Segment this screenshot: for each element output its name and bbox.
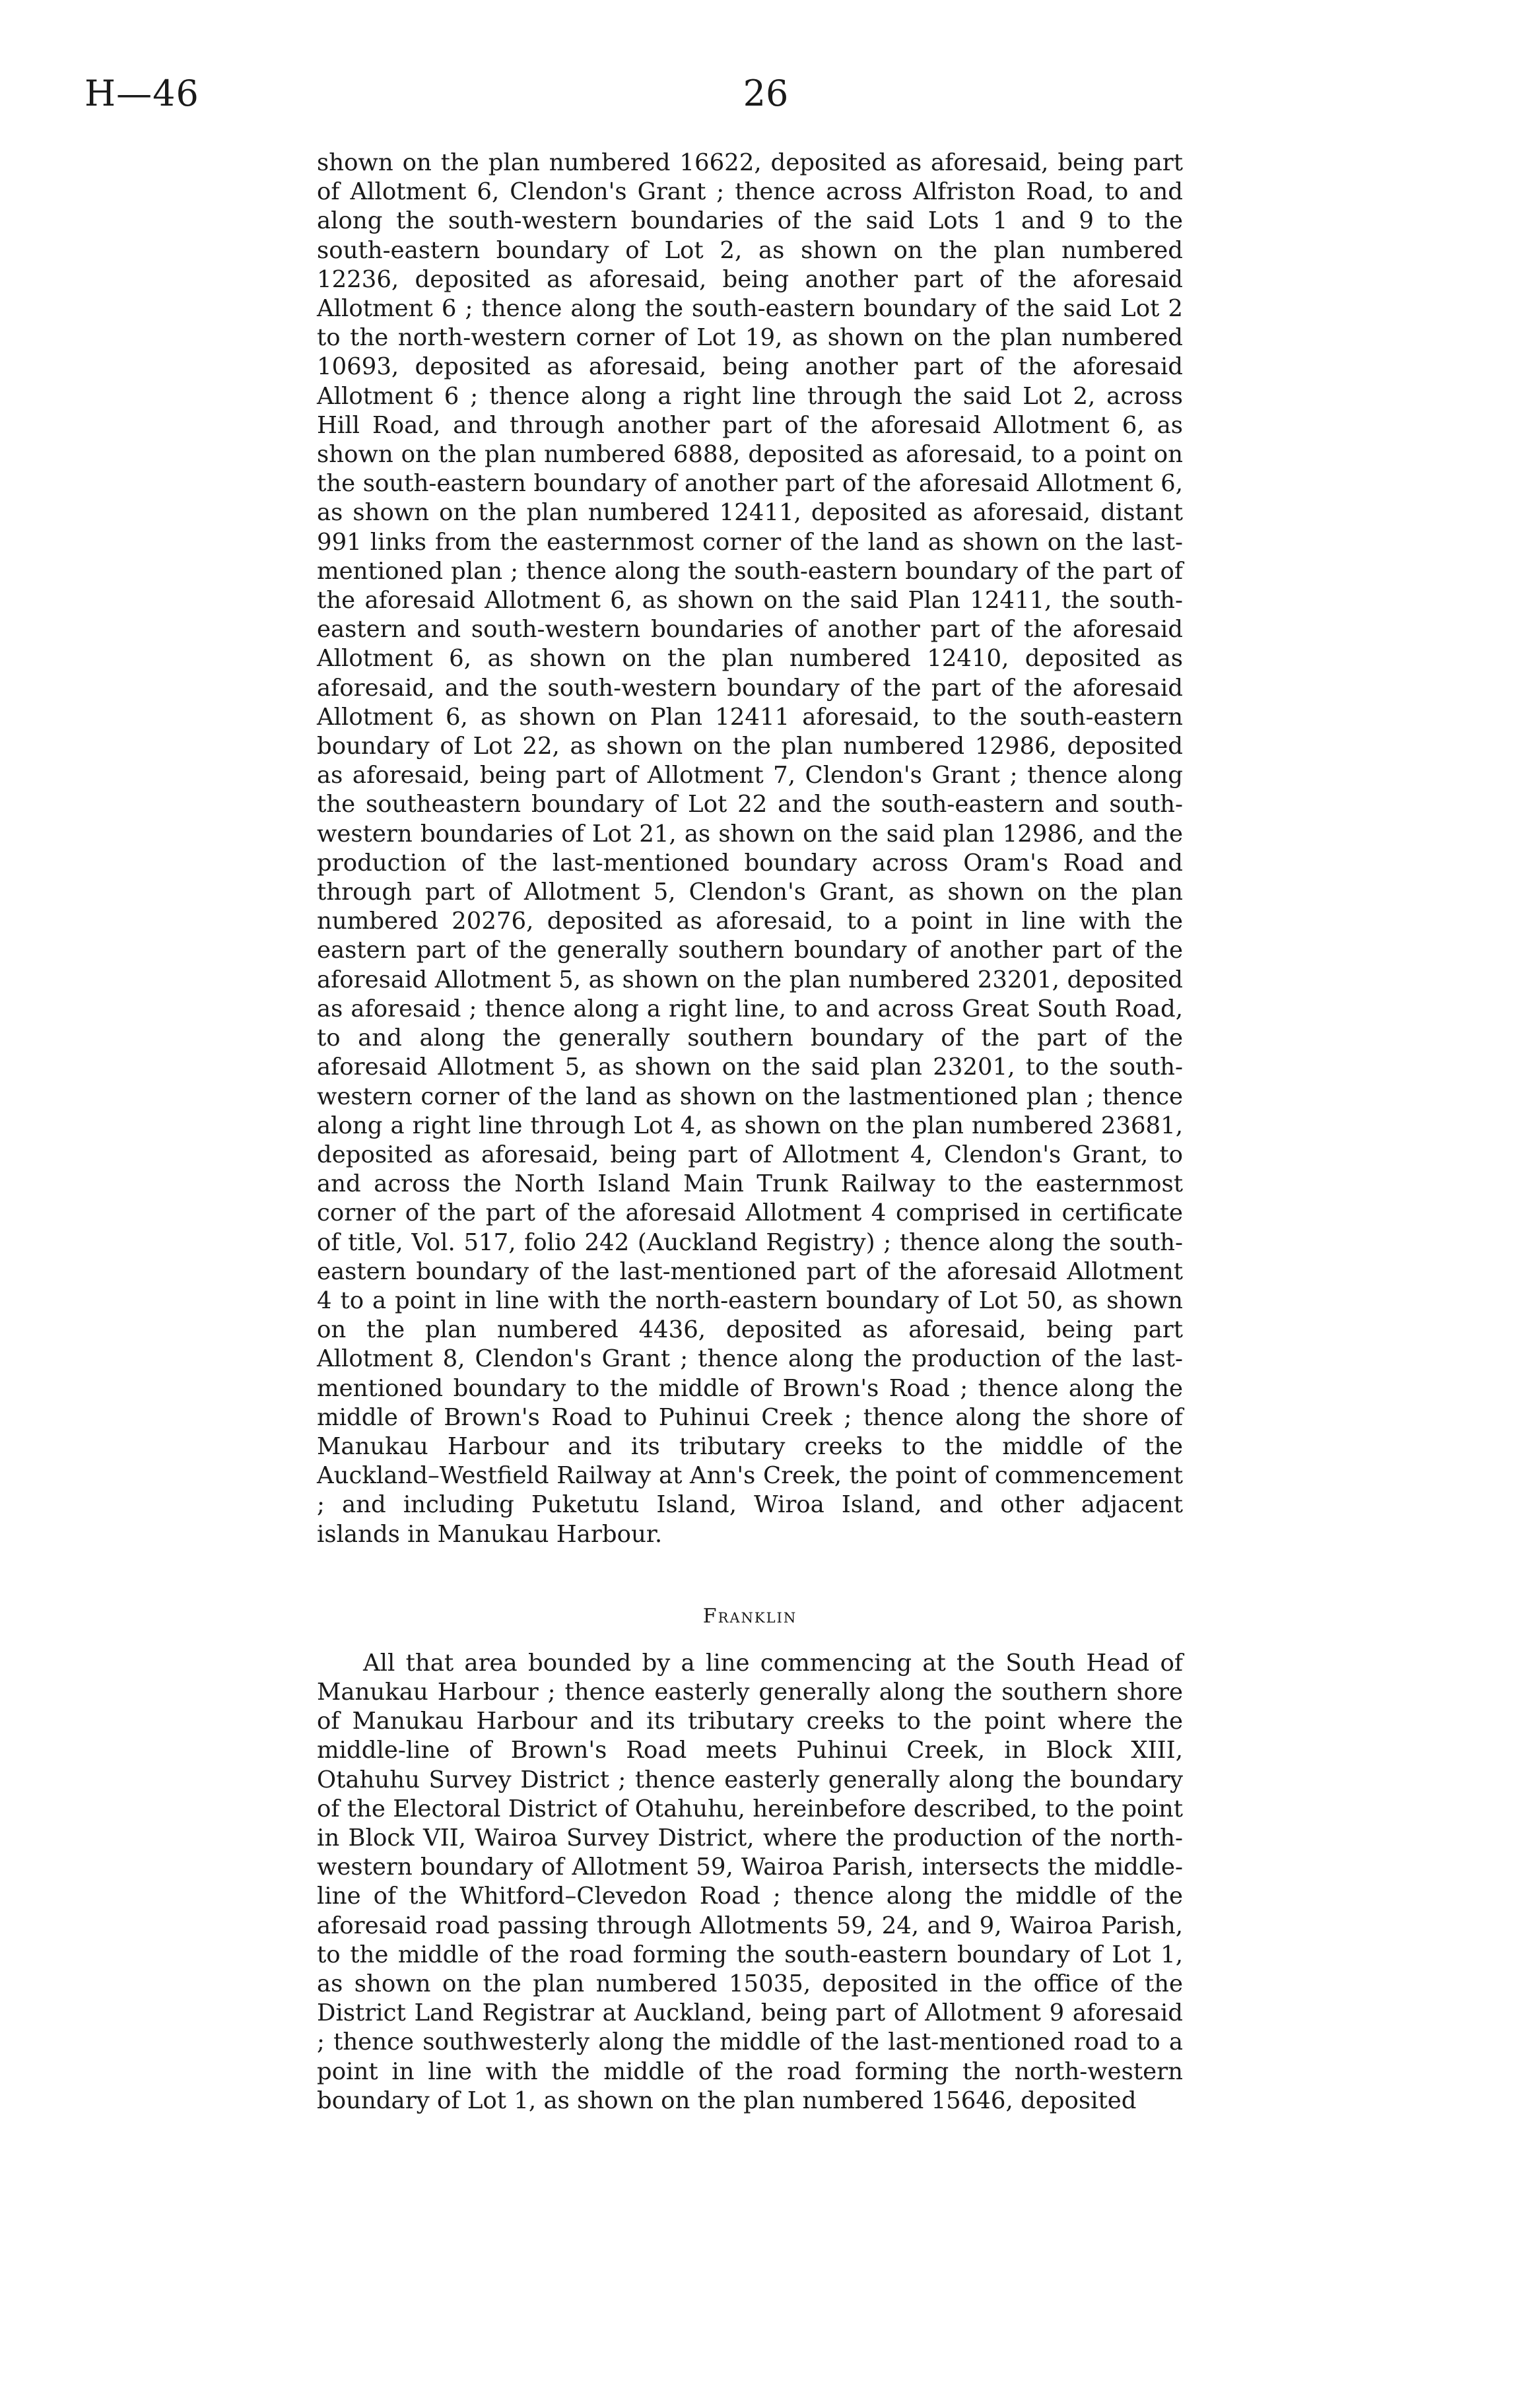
page-number: 26	[743, 73, 789, 114]
section-heading: Franklin	[702, 1604, 797, 1628]
text-column	[317, 149, 1183, 2116]
continuation-paragraph: shown on the plan numbered 16622, deposited as aforesaid, being part of Allotment 6, Clendon's Grant ; thence across Alfriston Road, to and along the south-western boundaries of the said Lots 1 and 9 to the south-eastern boundary of Lot 2, as shown on the plan numbered 12236, deposited as aforesaid, being another part of the aforesaid Allotment 6 ; thence along the south-eastern boundary of the said Lot 2 to the north-western corner of Lot 19, as shown on the plan numbered 10693, deposited as aforesaid, being another part of the aforesaid Allotment 6 ; thence along a right line through the said Lot 2, across Hill Road, and through another part of the aforesaid Allotment 6, as shown on the plan numbered 6888, deposited as aforesaid, to a point on the south-eastern boundary of another part of the aforesaid Allotment 6, as shown on the plan numbered 12411, deposited as aforesaid, distant 991 links from the easternmost corner of the land as shown on the last-mentioned plan ; thence along the south-eastern boundary of the part of the aforesaid Allotment 6, as shown on the said Plan 12411, the south-eastern and south-western boundaries of another part of the aforesaid Allotment 6, as shown on the plan numbered 12410, deposited as aforesaid, and the south-western boundary of the part of the aforesaid Allotment 6, as shown on Plan 12411 aforesaid, to the south-eastern boundary of Lot 22, as shown on the plan numbered 12986, deposited as aforesaid, being part of Allotment 7, Clendon's Grant ; thence along the southeastern boundary of Lot 22 and the south-eastern and south-western boundaries of Lot 21, as shown on the said plan 12986, and the production of the last-mentioned boundary across Oram's Road and through part of Allotment 5, Clendon's Grant, as shown on the plan numbered 20276, deposited as aforesaid, to a point in line with the eastern part of the generally southern boundary of another part of the aforesaid Allotment 5, as shown on the plan numbered 23201, deposited as aforesaid ; thence along a right line, to and across Great South Road, to and along the generally southern boundary of the part of the aforesaid Allotment 5, as shown on the said plan 23201, to the south-western corner of the land as shown on the lastmentioned plan ; thence along a right line through Lot 4, as shown on the plan numbered 23681, deposited as aforesaid, being part of Allotment 4, Clendon's Grant, to and across the North Island Main Trunk Railway to the easternmost corner of the part of the aforesaid Allotment 4 comprised in certificate of title, Vol. 517, folio 242 (Auckland Registry) ; thence along the south-eastern boundary of the last-mentioned part of the aforesaid Allotment 4 to a point in line with the north-eastern boundary of Lot 50, as shown on the plan numbered 4436, deposited as aforesaid, being part Allotment 8, Clendon's Grant ; thence along the production of the last-mentioned boundary to the middle of Brown's Road ; thence along the middle of Brown's Road to Puhinui Creek ; thence along the shore of Manukau Harbour and its tributary creeks to the middle of the Auckland–Westfield Railway at Ann's Creek, the point of commencement ; and including Puketutu Island, Wiroa Island, and other adjacent islands in Manukau Harbour.	[317, 149, 1183, 1548]
section-paragraph: All that area bounded by a line commencing at the South Head of Manukau Harbour ; thence easterly generally along the southern shore of Manukau Harbour and its tributary creeks to the point where the middle-line of Brown's Road meets Puhinui Creek, in Block XIII, Otahuhu Survey District ; thence easterly generally along the boundary of the Electoral District of Otahuhu, hereinbefore described, to the point in Block VII, Wairoa Survey District, where the production of the north-western boundary of Allotment 59, Wairoa Parish, intersects the middle-line of the Whitford–Clevedon Road ; thence along the middle of the aforesaid road passing through Allotments 59, 24, and 9, Wairoa Parish, to the middle of the road forming the south-eastern boundary of Lot 1, as shown on the plan numbered 15035, deposited in the office of the District Land Registrar at Auckland, being part of Allotment 9 aforesaid ; thence southwesterly along the middle of the last-mentioned road to a point in line with the middle of the road forming the north-western boundary of Lot 1, as shown on the plan numbered 15646, deposited	[317, 1649, 1183, 2114]
page-header-ref: H—46	[84, 73, 199, 114]
